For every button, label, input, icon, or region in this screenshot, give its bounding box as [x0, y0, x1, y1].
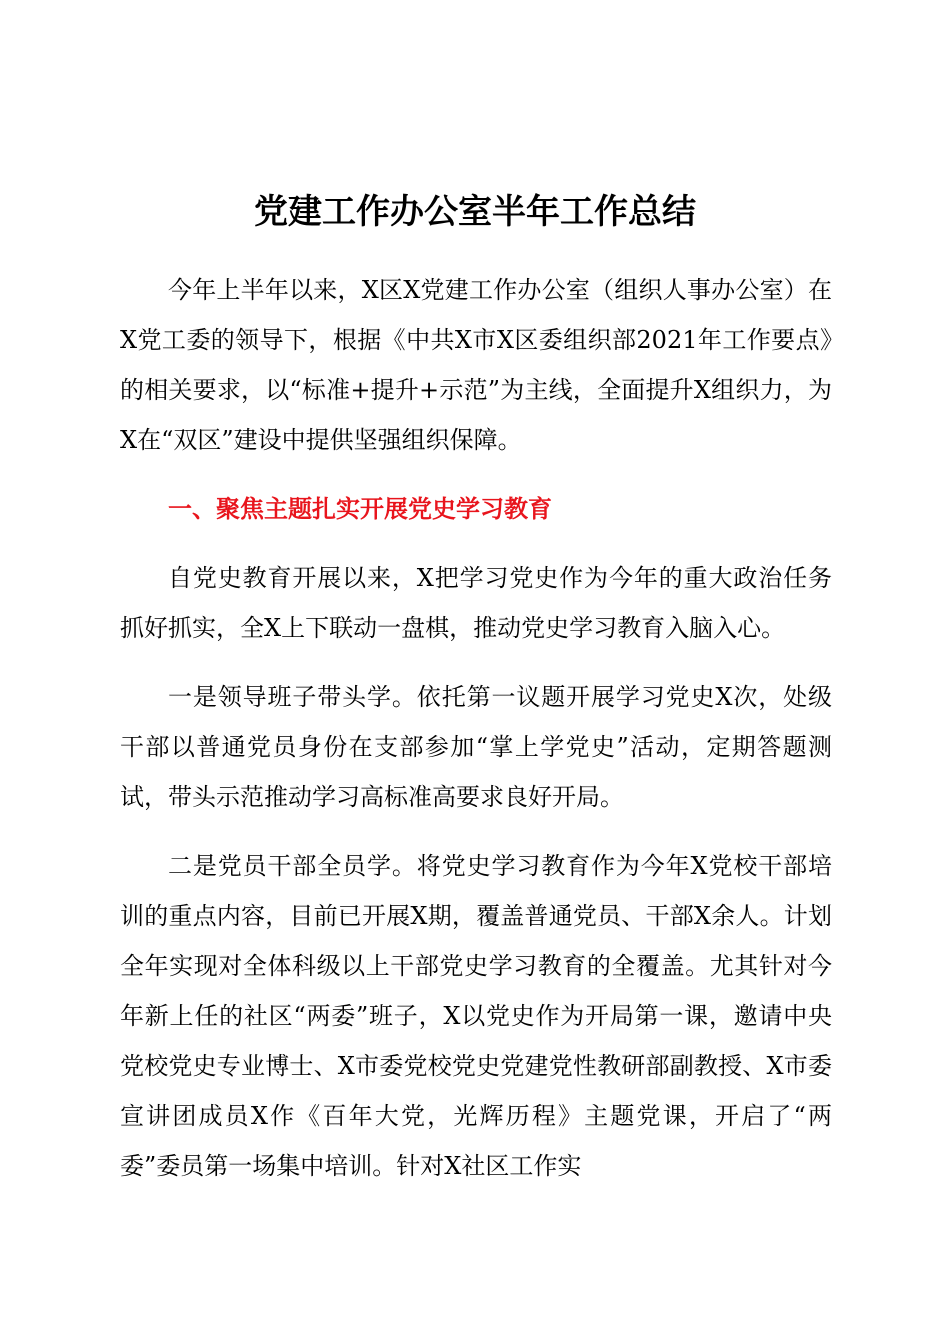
document-title: 党建工作办公室半年工作总结 — [254, 192, 696, 232]
section-heading-1: 一、聚焦主题扎实开展党史学习教育 — [168, 495, 552, 523]
section-1-paragraph-1: 自党史教育开展以来，X把学习党史作为今年的重大政治任务抓好抓实，全X上下联动一盘棋，推动党史学习教育入脑入心。 — [120, 564, 832, 642]
section-1-paragraph-3: 二是党员干部全员学。将党史学习教育作为今年X党校干部培训的重点内容，目前已开展X期，覆盖普通党员、干部X余人。计划全年实现对全体科级以上干部党史学习教育的全覆盖。尤其针对今年新上任的社区“两委”班子，X以党史作为开局第一课，邀请中央党校党史专业博士、X市委党校党史党建党性教研部副教授、X市委宣讲团成员X作《百年大党，光辉历程》主题党课，开启了“两委”委员第一场集中培训。针对X社区工作实 — [120, 852, 832, 1180]
section-1-paragraph-2: 一是领导班子带头学。依托第一议题开展学习党史X次，处级干部以普通党员身份在支部参加“掌上学党史”活动，定期答题测试，带头示范推动学习高标准高要求良好开局。 — [120, 683, 832, 811]
document-body — [120, 265, 832, 1191]
intro-paragraph: 今年上半年以来，X区X党建工作办公室（组织人事办公室）在X党工委的领导下，根据《中共X市X区委组织部2021年工作要点》的相关要求，以“标准+提升+示范”为主线，全面提升X组织力，为X在“双区”建设中提供坚强组织保障。 — [120, 276, 832, 454]
